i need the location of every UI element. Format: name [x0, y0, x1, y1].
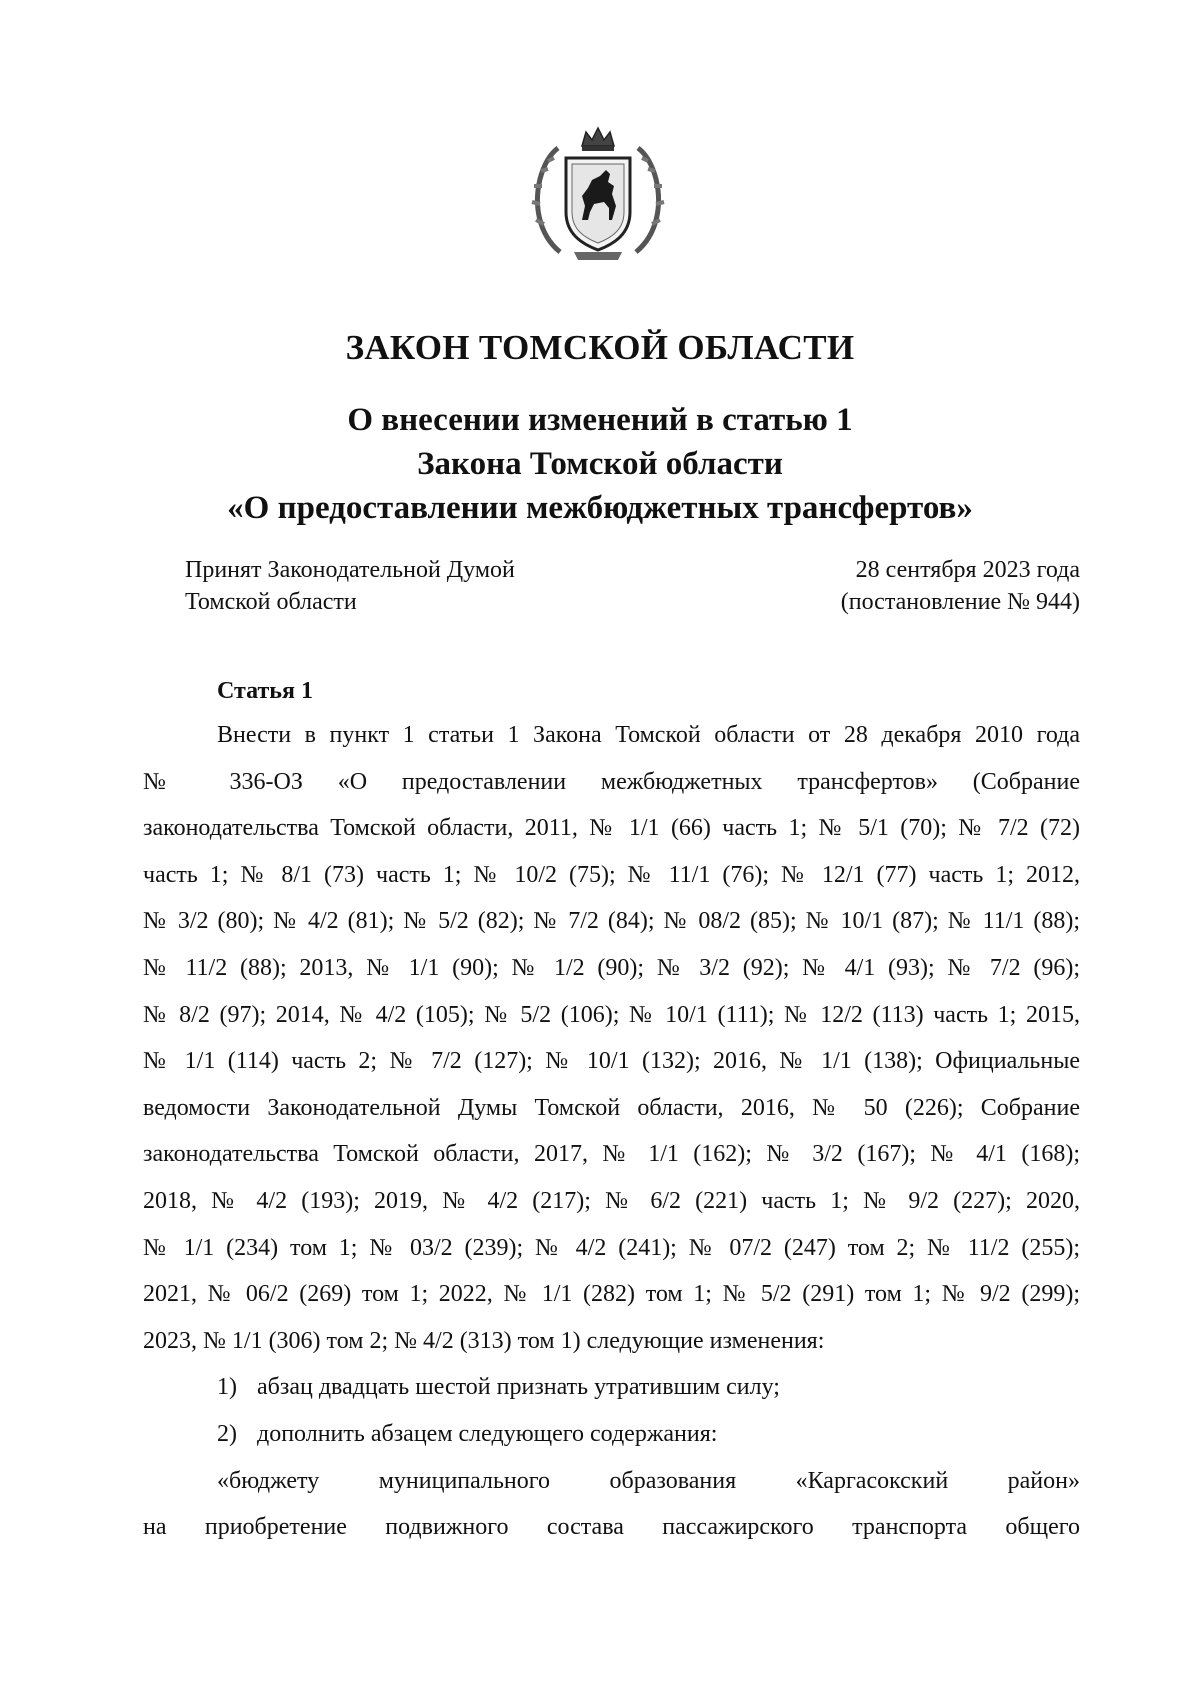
- quote-line: «бюджету муниципального образования «Каргасокский район»: [217, 1467, 1080, 1494]
- subtitle-line: Закона Томской области: [417, 446, 783, 482]
- body-line: 2021, № 06/2 (269) том 1; 2022, № 1/1 (282) том 1; № 5/2 (291) том 1; № 9/2 (299);: [143, 1281, 1080, 1308]
- body-line: № 8/2 (97); 2014, № 4/2 (105); № 5/2 (106); № 10/1 (111); № 12/2 (113) часть 1; 2015,: [143, 1001, 1080, 1028]
- law-title: ЗАКОН ТОМСКОЙ ОБЛАСТИ: [345, 328, 855, 367]
- body-line: законодательства Томской области, 2017, № 1/1 (162); № 3/2 (167); № 4/1 (168);: [143, 1141, 1080, 1168]
- adopted-line: Принят Законодательной Думой: [185, 557, 515, 583]
- body-line: 2023, № 1/1 (306) том 2; № 4/2 (313) том 1) следующие изменения:: [143, 1327, 825, 1354]
- adoption-date: [841, 554, 1080, 618]
- body-line: № 1/1 (114) часть 2; № 7/2 (127); № 10/1 (132); 2016, № 1/1 (138); Официальные: [143, 1048, 1080, 1075]
- list-item-number: 2): [217, 1420, 237, 1447]
- body-line: часть 1; № 8/1 (73) часть 1; № 10/2 (75); № 11/1 (76); № 12/1 (77) часть 1; 2012,: [143, 861, 1080, 888]
- body-line: № 11/2 (88); 2013, № 1/1 (90); № 1/2 (90); № 3/2 (92); № 4/1 (93); № 7/2 (96);: [143, 954, 1080, 981]
- body-line: законодательства Томской области, 2011, № 1/1 (66) часть 1; № 5/1 (70); № 7/2 (72): [143, 815, 1080, 842]
- adopted-by: [185, 554, 515, 618]
- law-subtitle: [0, 398, 1200, 530]
- body-line: ведомости Законодательной Думы Томской области, 2016, № 50 (226); Собрание: [143, 1094, 1080, 1121]
- adopted-line: Томской области: [185, 589, 357, 615]
- body-line: 2018, № 4/2 (193); 2019, № 4/2 (217); № 6/2 (221) часть 1; № 9/2 (227); 2020,: [143, 1187, 1080, 1214]
- list-item: [143, 1364, 1080, 1411]
- subtitle-line: О внесении изменений в статью 1: [347, 402, 853, 438]
- list-item-number: 1): [217, 1374, 237, 1401]
- body-line: Внести в пункт 1 статьи 1 Закона Томской области от 28 декабря 2010 года: [217, 722, 1080, 748]
- article-heading: Статья 1: [217, 678, 313, 704]
- list-item-text: абзац двадцать шестой признать утратившим силу;: [257, 1374, 780, 1401]
- resolution-number: (постановление № 944): [840, 589, 1080, 615]
- subtitle-line: «О предоставлении межбюджетных трансфертов»: [227, 490, 973, 526]
- body-line: № 3/2 (80); № 4/2 (81); № 5/2 (82); № 7/2 (84); № 08/2 (85); № 10/1 (87); № 11/1 (88);: [143, 908, 1080, 935]
- date-line: 28 сентября 2023 года: [855, 557, 1080, 583]
- quote-line: на приобретение подвижного состава пассажирского транспорта общего: [143, 1514, 1080, 1541]
- list-item-text: дополнить абзацем следующего содержания:: [257, 1420, 718, 1447]
- body-line: № 336-ОЗ «О предоставлении межбюджетных трансфертов» (Собрание: [143, 768, 1080, 795]
- article-body: [143, 712, 1080, 1551]
- body-line: № 1/1 (234) том 1; № 03/2 (239); № 4/2 (241); № 07/2 (247) том 2; № 11/2 (255);: [143, 1234, 1080, 1261]
- list-item: [143, 1411, 1080, 1458]
- coat-of-arms-emblem: [530, 124, 666, 264]
